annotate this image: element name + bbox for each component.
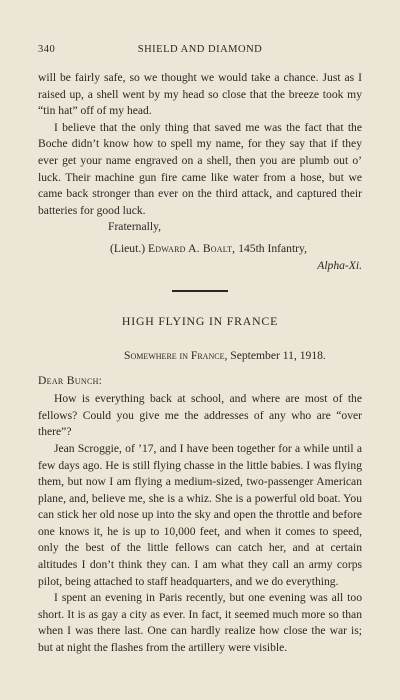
paragraph: How is everything back at school, and where are most of the fellows? Could you give me the addresses of any who are “over there”?	[38, 392, 362, 439]
running-title: SHIELD AND DIAMOND	[137, 44, 263, 55]
previous-letter-continuation	[38, 70, 362, 219]
salutation: Dear Bunch:	[38, 374, 103, 388]
dateline	[38, 349, 362, 362]
article-title: HIGH FLYING IN FRANCE	[121, 314, 279, 329]
paragraph: Jean Scroggie, of ’17, and I have been together for a while until a few days ago. He is still flying chasse in the little babies. I was flying them, but now I am flying a medium-sized, two-passenger American plane, and, believe me, she is a whiz. She is a powerful old boat. You can stick her old nose up into the sky and open the throttle and before one knows it, he is up to 10,000 feet, and when it comes to speed, only the best of the little fellows can catch her, and at certain altitudes I don’t think they can. I am what they call an army corps pilot, being attached to staff headquarters, and we do everything.	[38, 441, 362, 588]
page-number: 340	[38, 44, 56, 55]
letter-closing: Fraternally,	[108, 220, 162, 234]
letter-body	[38, 391, 362, 657]
section-divider	[172, 290, 228, 292]
paragraph: I spent an evening in Paris recently, but one evening was all too short. It is as gay a city as ever. In fact, it seemed much more so than when I was there last. One can hardly realize how close the war is; but at night the flashes from the artillery were visible.	[38, 591, 362, 655]
dateline-date: September 11, 1918.	[230, 349, 326, 363]
signature-rank: (Lieut.)	[110, 241, 146, 255]
running-header	[38, 44, 362, 58]
signature-name: Edward A. Boalt,	[148, 241, 236, 255]
chapter-name: Alpha-Xi.	[317, 258, 362, 272]
signature-unit: 145th Infantry,	[238, 241, 307, 255]
signature	[38, 241, 362, 258]
paragraph: I believe that the only thing that saved me was the fact that the Boche didn’t know how to spell my name, for they say that if they ever get your name engraved on a shell, then you are plumb out o’ luck. Their machine gun fire came like water from a hose, but we came back stronger than ever on the third attack, and captured their batteries for good luck.	[38, 120, 362, 217]
dateline-place: Somewhere in France,	[124, 349, 228, 363]
paragraph: will be fairly safe, so we thought we would take a chance. Just as I raised up, a shell went by my head so close that the breeze took my “tin hat” off of my head.	[38, 71, 362, 118]
